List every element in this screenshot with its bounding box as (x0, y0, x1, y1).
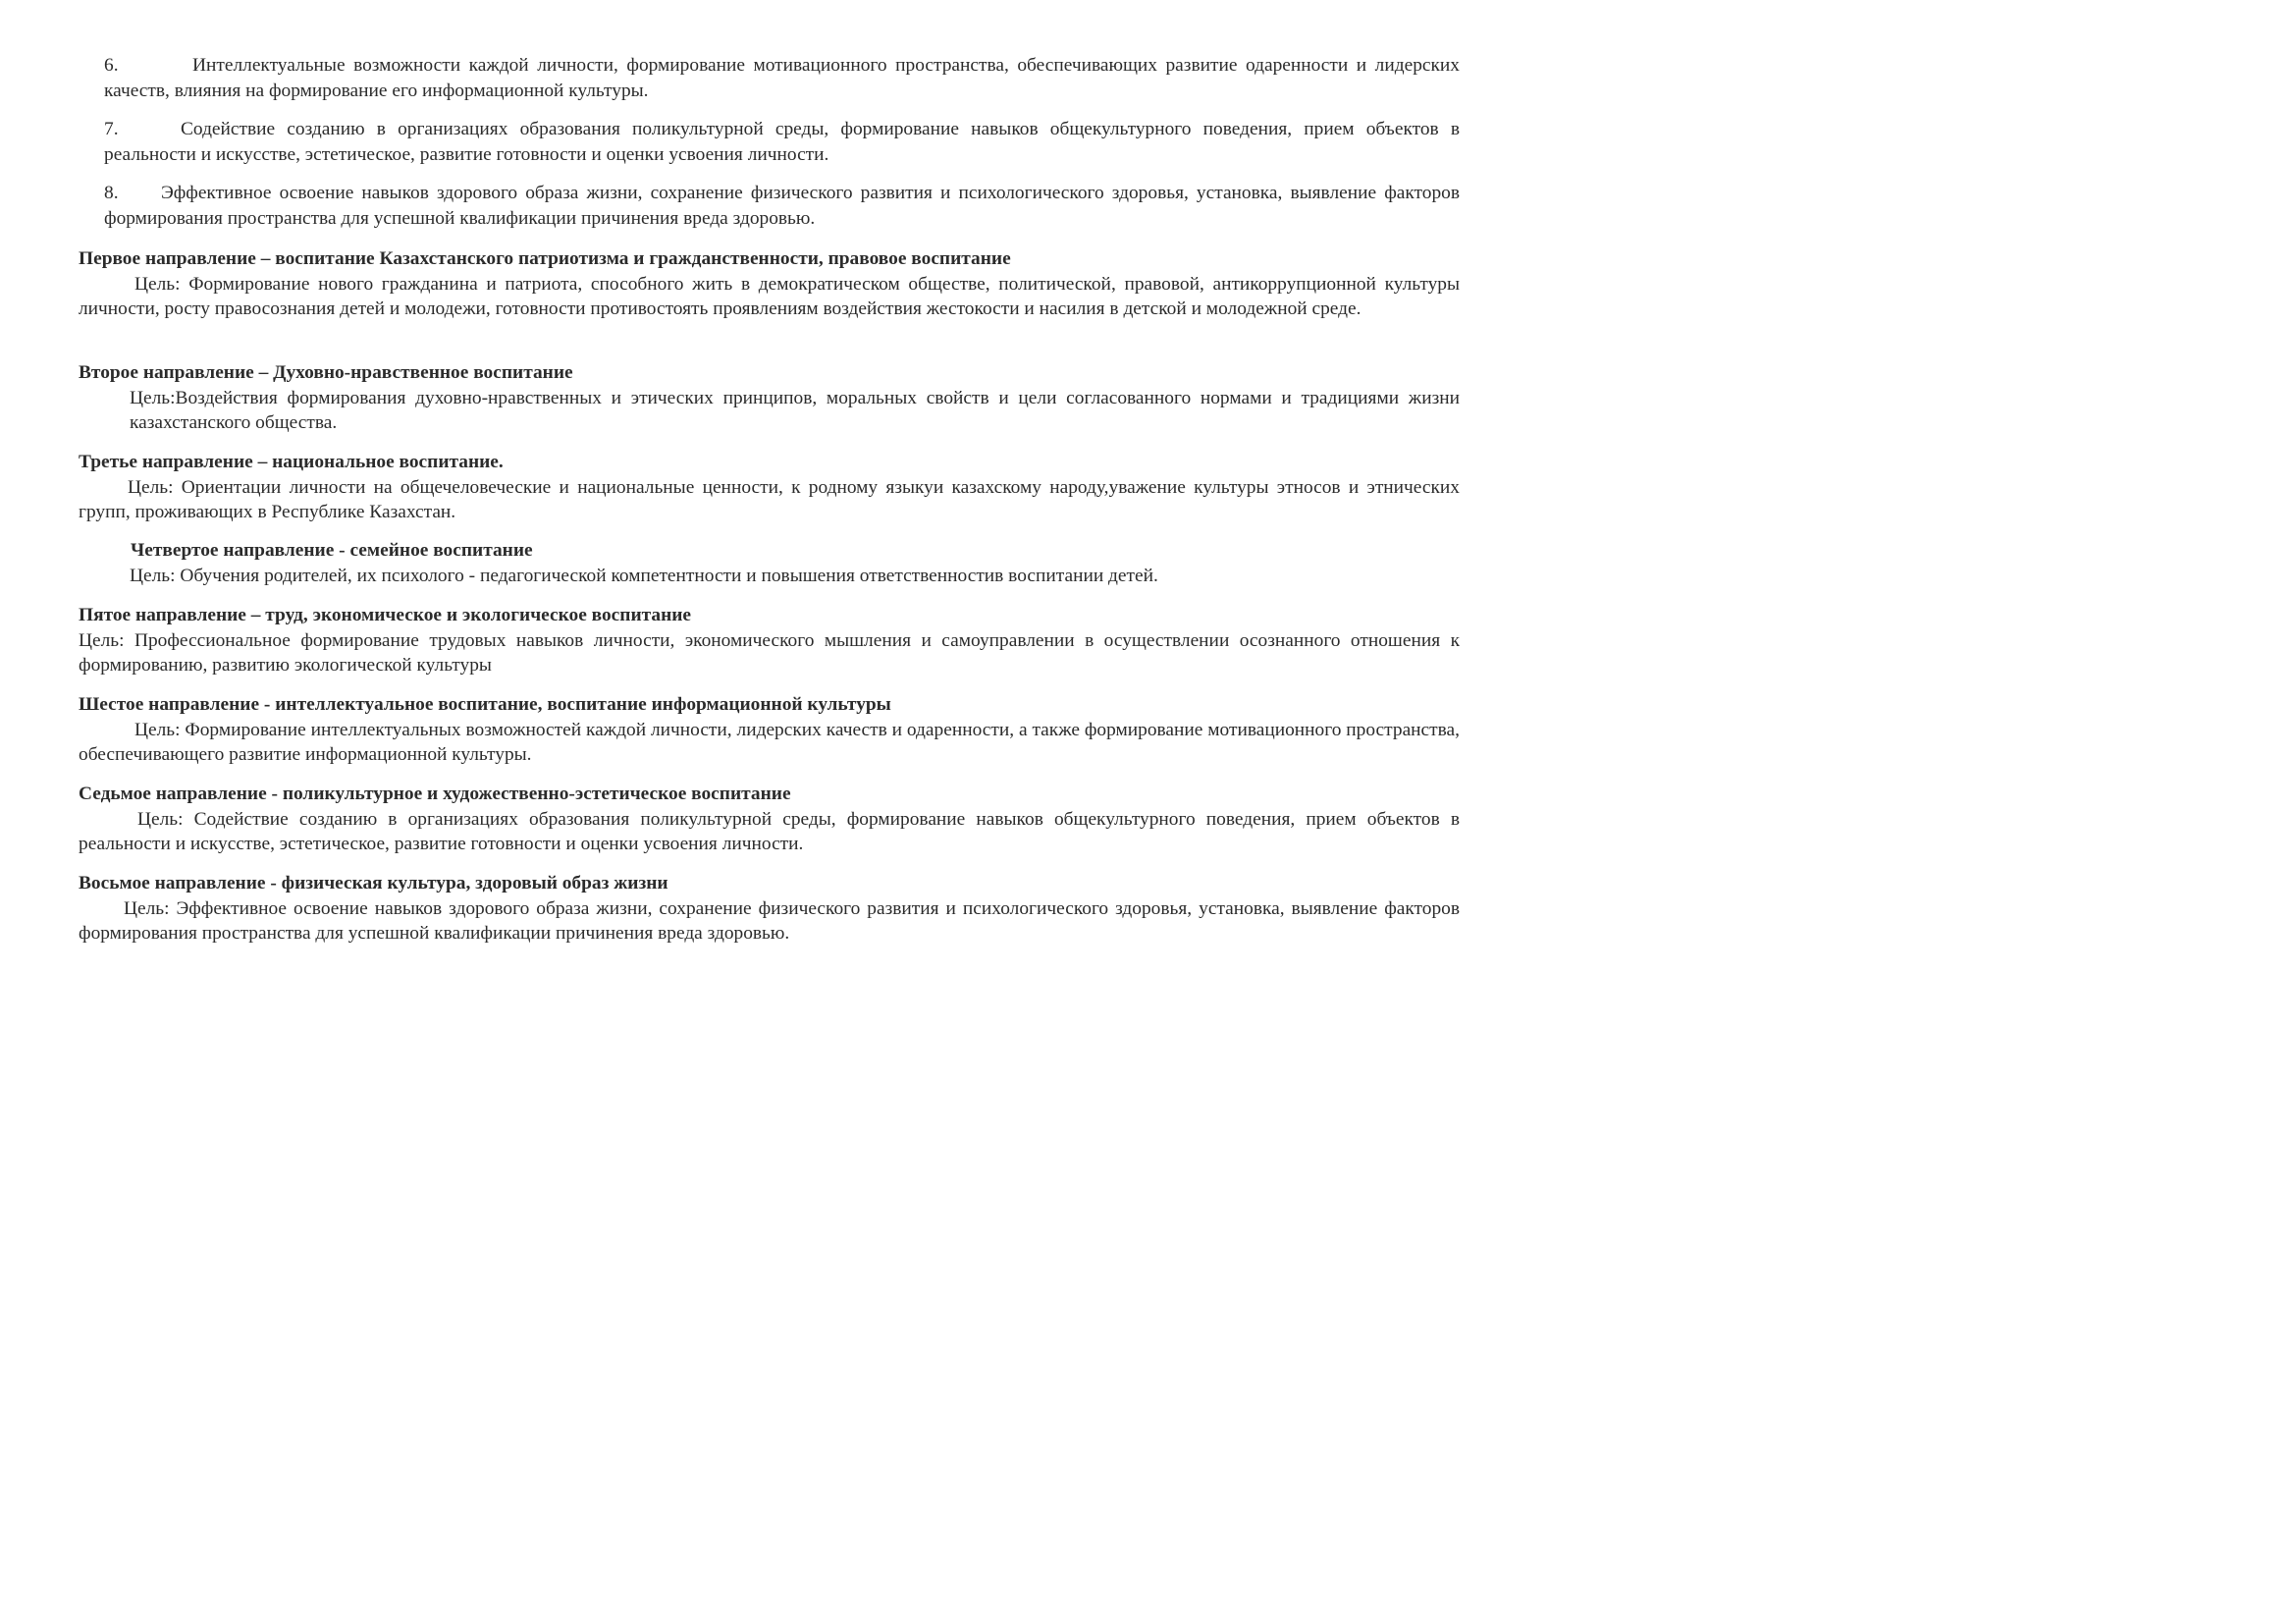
list-item-number: 8. (104, 183, 119, 203)
direction-8 (79, 871, 1460, 947)
direction-goal: Цель: Обучения родителей, их психолого - педагогической компетентности и повышения ответственностив воспитании детей. (130, 565, 1158, 586)
direction-goal: Цель: Профессиональное формирование трудовых навыков личности, экономического мышления и самоуправлении в осуществлении осознанного отношения к формированию, развитию экологической культуры (79, 629, 1460, 677)
list-item-text: Содействие созданию в организациях образования поликультурной среды, формирование навыков общекультурного поведения, прием объектов в реальности и искусстве, эстетическое, развитие готовности и оценки усвоения личности. (104, 119, 1460, 165)
direction-1 (79, 246, 1460, 322)
list-item-text: Эффективное освоение навыков здорового образа жизни, сохранение физического развития и психологического здоровья, установка, выявление факторов формирования пространства для успешной квалификации причинения вреда здоровью. (104, 183, 1460, 229)
direction-heading: Первое направление – воспитание Казахстанского патриотизма и гражданственности, правовое воспитание (79, 248, 1011, 269)
direction-heading: Седьмое направление - поликультурное и художественно-эстетическое воспитание (79, 784, 791, 804)
direction-goal: Цель:Воздействия формирования духовно-нравственных и этических принципов, моральных свойств и цели согласованного нормами и традициями жизни казахстанского общества. (130, 387, 1460, 434)
direction-heading: Второе направление – Духовно-нравственное воспитание (79, 362, 573, 383)
direction-heading: Восьмое направление - физическая культура, здоровый образ жизни (79, 873, 668, 893)
direction-heading: Четвертое направление - семейное воспитание (131, 540, 533, 561)
list-item-7 (104, 117, 1460, 167)
list-item-6 (104, 53, 1460, 103)
direction-goal: Цель: Эффективное освоение навыков здорового образа жизни, сохранение физического развития и психологического здоровья, установка, выявление факторов формирования пространства для успешной квалификации причинения вреда здоровью. (79, 897, 1460, 945)
list-item-number: 6. (104, 55, 119, 76)
direction-4 (79, 538, 1460, 588)
list-item-8 (104, 181, 1460, 231)
direction-goal: Цель: Содействие созданию в организациях образования поликультурной среды, формирование навыков общекультурного поведения, прием объектов в реальности и искусстве, эстетическое, развитие готовности и оценки усвоения личности. (79, 808, 1460, 855)
direction-6 (79, 692, 1460, 768)
list-item-number: 7. (104, 119, 119, 139)
direction-goal: Цель: Формирование нового гражданина и патриота, способного жить в демократическом обществе, политической, правовой, антикоррупционной культуры личности, росту правосознания детей и молодежи, готовности противостоять проявлениям воздействия жестокости и насилия в детской и молодежной среде. (79, 273, 1460, 320)
direction-2 (79, 360, 1460, 436)
document-page (0, 0, 1531, 1083)
direction-goal: Цель: Ориентации личности на общечеловеческие и национальные ценности, к родному языкуи казахскому народу,уважение культуры этносов и этнических групп, проживающих в Республике Казахстан. (79, 476, 1460, 523)
direction-heading: Пятое направление – труд, экономическое и экологическое воспитание (79, 605, 692, 625)
direction-7 (79, 782, 1460, 857)
list-item-text: Интеллектуальные возможности каждой личности, формирование мотивационного пространства, обеспечивающих развитие одаренности и лидерских качеств, влияния на формирование его информационной культуры. (104, 55, 1460, 101)
direction-heading: Шестое направление - интеллектуальное воспитание, воспитание информационной культуры (79, 694, 891, 715)
direction-goal: Цель: Формирование интеллектуальных возможностей каждой личности, лидерских качеств и одаренности, а также формирование мотивационного пространства, обеспечивающего развитие информационной культуры. (79, 719, 1460, 766)
direction-5 (79, 603, 1460, 678)
direction-heading: Третье направление – национальное воспитание. (79, 452, 504, 472)
direction-3 (79, 450, 1460, 525)
